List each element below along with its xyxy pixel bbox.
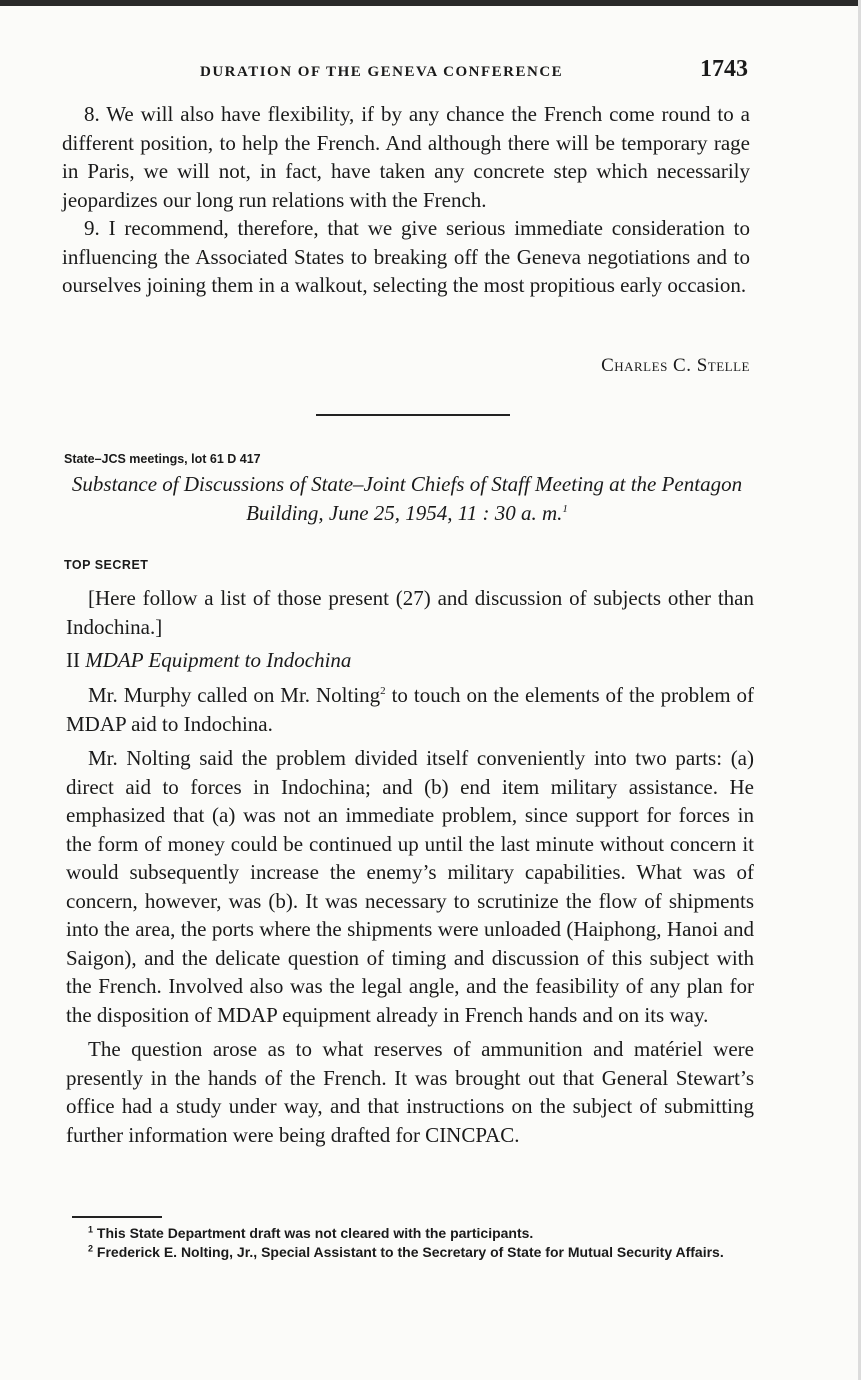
meeting-discussion <box>66 578 754 1149</box>
para1-text-a: Mr. Murphy called on Mr. Nolting <box>88 683 381 707</box>
footnote-ref-2: 2 <box>380 685 386 697</box>
page-number: 1743 <box>700 56 748 82</box>
paragraph-murphy <box>66 681 754 738</box>
title-footnote-ref: 1 <box>562 503 568 515</box>
memo-conclusion <box>62 100 750 300</box>
editorial-note: [Here follow a list of those present (27) and discussion of subjects other than Indochina.] <box>66 586 754 639</box>
scan-top-edge <box>0 0 861 6</box>
source-note: State–JCS meetings, lot 61 D 417 <box>64 452 261 466</box>
running-head: DURATION OF THE GENEVA CONFERENCE <box>200 64 564 80</box>
classification-label: TOP SECRET <box>64 558 149 572</box>
document-title <box>62 470 752 528</box>
footnote-2-text: Frederick E. Nolting, Jr., Special Assistant to the Secretary of State for Mutual Security Affairs. <box>96 1244 724 1260</box>
signature: Charles C. Stelle <box>601 355 750 376</box>
footnotes <box>74 1224 758 1262</box>
page-header <box>62 56 752 86</box>
document-title-text: Substance of Discussions of State–Joint Chiefs of Staff Meeting at the Pentagon Building, June 25, 1954, 11 : 30 a. m. <box>71 472 743 525</box>
section-title: MDAP Equipment to Indochina <box>85 648 352 672</box>
section-heading <box>66 645 754 675</box>
section-divider <box>316 414 510 416</box>
paragraph-8: 8. We will also have flexibility, if by any chance the French come round to a different position, to help the French. And although there will be temporary rage in Paris, we will not, in fact, have taken any concrete step which necessarily jeopardizes our long run relations with the French. <box>62 102 750 212</box>
para1-text-b: to touch on the elements of the problem of MDAP aid to Indochina. <box>66 683 754 736</box>
section-number: II <box>66 648 80 672</box>
paragraph-nolting: Mr. Nolting said the problem divided itself conveniently into two parts: (a) direct aid to forces in Indochina; and (b) end item military assistance. He emphasized that (a) was not an immediate problem, since support for forces in the form of money could be continued up until the last minute without concern it would subsequently increase the enemy’s military capabilities. What was of concern, however, was (b). It was necessary to scrutinize the flow of shipments into the area, the ports where the shipments were unloaded (Haiphong, Hanoi and Saigon), and the delicate question of timing and discussion of this subject with the French. Involved also was the legal angle, and the feasibility of any plan for the disposition of MDAP equipment already in French hands and on its way. <box>66 746 754 1027</box>
footnote-1 <box>74 1224 758 1243</box>
footnote-1-mark: 1 <box>88 1224 94 1235</box>
footnote-2-mark: 2 <box>88 1243 94 1254</box>
footnote-divider <box>72 1216 162 1218</box>
paragraph-reserves: The question arose as to what reserves of ammunition and matériel were presently in the hands of the French. It was brought out that General Stewart’s office had a study under way, and that instructions on the subject of submitting further information were being drafted for CINCPAC. <box>66 1037 754 1147</box>
footnote-1-text: This State Department draft was not cleared with the participants. <box>96 1225 534 1241</box>
paragraph-9: 9. I recommend, therefore, that we give serious immediate consideration to influencing the Associated States to breaking off the Geneva negotiations and to ourselves joining them in a walkout, selecting the most propitious early occasion. <box>62 216 750 297</box>
footnote-2 <box>74 1243 758 1262</box>
